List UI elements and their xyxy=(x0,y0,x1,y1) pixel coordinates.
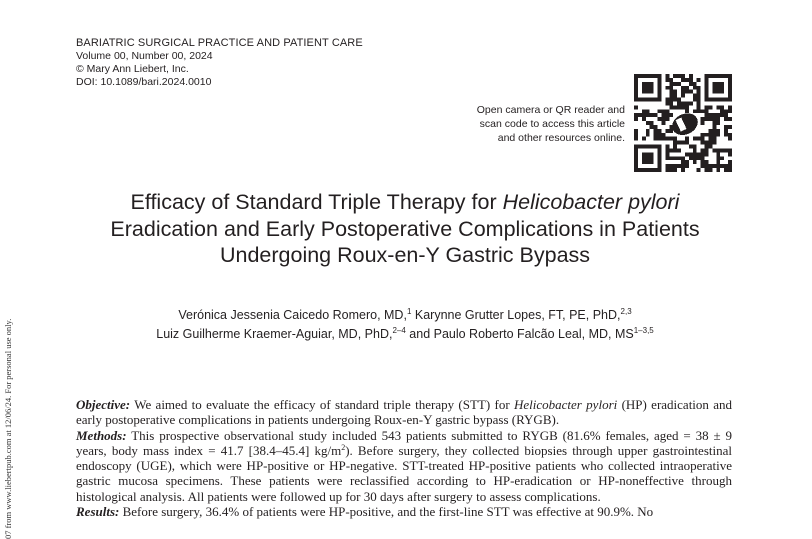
abstract-text: Before surgery, 36.4% of patients were HP-positive, and the first-line STT was effective at 90.9%. No xyxy=(119,504,654,520)
journal-header xyxy=(76,37,363,89)
abstract-text: This prospective observational study included 543 patients submitted to RYGB (81.6% females, aged = 38 ± 9 years, body mass index = 41.7 [38.4–45.4] kg/m xyxy=(76,427,732,458)
abstract-results xyxy=(76,504,732,519)
affiliation-marker: 2–4 xyxy=(392,326,406,335)
author-list xyxy=(60,306,750,344)
superscript: 2 xyxy=(341,442,346,452)
species-name: Helicobacter pylori xyxy=(514,397,618,412)
copyright: © Mary Ann Liebert, Inc. xyxy=(76,63,189,75)
title-text: Efficacy of Standard Triple Therapy for xyxy=(130,190,503,214)
section-heading: Methods: xyxy=(76,427,127,443)
doi[interactable]: DOI: 10.1089/bari.2024.0010 xyxy=(76,76,212,88)
qr-instructions xyxy=(455,103,625,145)
affiliation-marker: 2,3 xyxy=(620,307,632,316)
abstract-text: (HP) eradication and early postoperative complications in patients undergoing Roux-en-Y gastric bypass (RYGB). xyxy=(76,397,733,428)
author-name[interactable]: Luiz Guilherme Kraemer-Aguiar, MD, PhD, xyxy=(156,327,393,341)
title-text: Undergoing Roux-en-Y Gastric Bypass xyxy=(219,243,591,267)
title-species: Helicobacter pylori xyxy=(502,190,680,214)
abstract-text: ). Before surgery, they collected biopsies through upper gastrointestinal endoscopy (UGE), which were HP-positive or HP-negative. STT-treated HP-positive patients who collected intraoperative gastric mucosa specimens. These patients were reclassified according to HP-eradication or HP-noneffective through histological analysis. All patients were followed up for 30 days after surgery to assess complications. xyxy=(76,442,732,504)
qr-note-line: scan code to access this article xyxy=(479,118,625,130)
qr-note-line: Open camera or QR reader and xyxy=(476,104,625,116)
article-title xyxy=(60,189,750,269)
abstract-text: We aimed to evaluate the efficacy of standard triple therapy (STT) for xyxy=(130,397,514,412)
author-name[interactable]: and Paulo Roberto Falcão Leal, MD, MS xyxy=(405,327,634,341)
qr-note-line: and other resources online. xyxy=(497,132,625,144)
abstract-methods xyxy=(76,428,732,504)
abstract-objective xyxy=(76,397,732,428)
author-name[interactable]: Verónica Jessenia Caicedo Romero, MD, xyxy=(178,308,407,322)
section-heading: Results: xyxy=(76,504,120,520)
affiliation-marker: 1 xyxy=(406,307,412,316)
author-name[interactable]: Karynne Grutter Lopes, FT, PE, PhD, xyxy=(411,308,621,322)
abstract xyxy=(76,397,732,519)
journal-volume: Volume 00, Number 00, 2024 xyxy=(76,50,213,62)
qr-code-icon[interactable] xyxy=(634,74,732,172)
download-watermark xyxy=(0,288,14,539)
section-heading: Objective: xyxy=(76,397,131,412)
journal-name: BARIATRIC SURGICAL PRACTICE AND PATIENT CARE xyxy=(76,37,363,49)
title-text: Eradication and Early Postoperative Complications in Patients xyxy=(110,216,700,241)
download-note: 07 from www.liebertpub.com at 12/06/24. For personal use only. xyxy=(3,318,13,539)
affiliation-marker: 1–3,5 xyxy=(633,326,654,335)
